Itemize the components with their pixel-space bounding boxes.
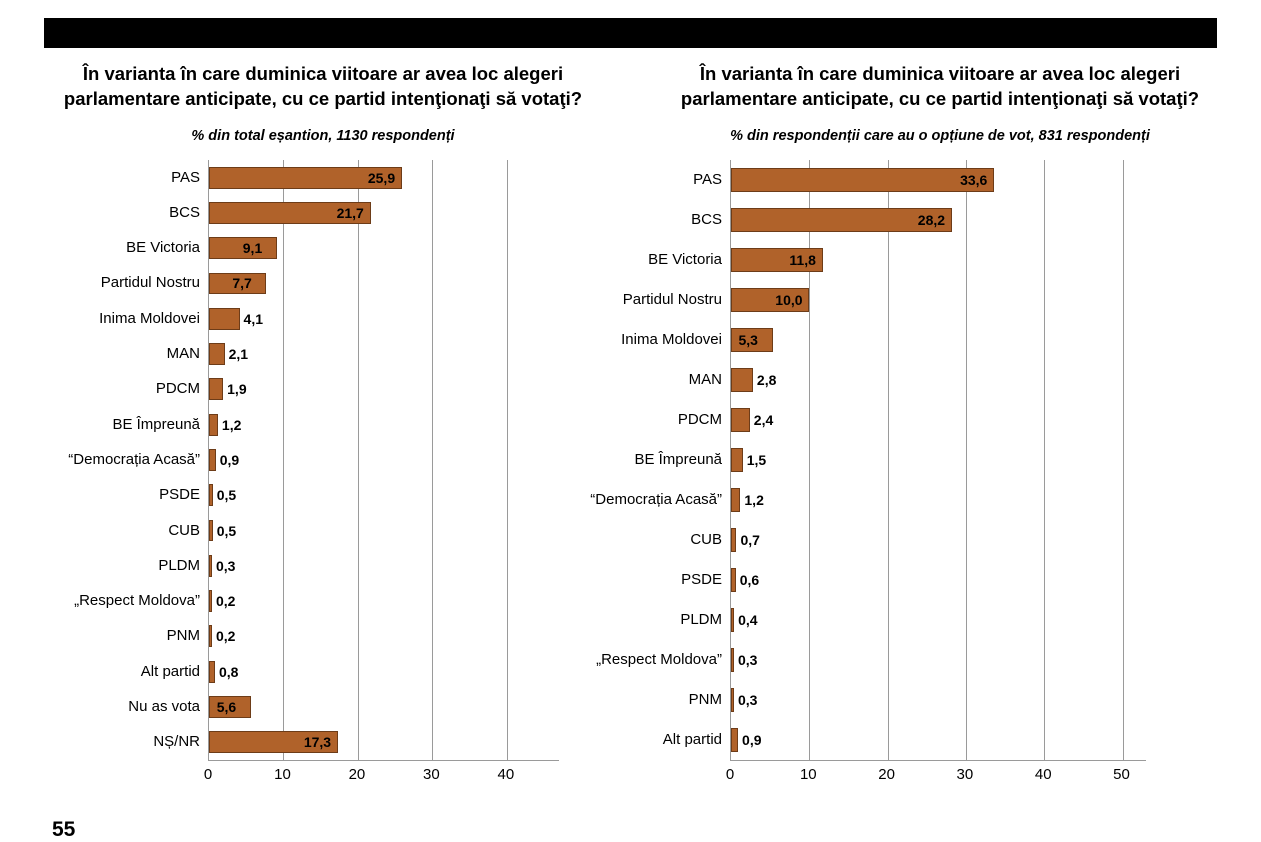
bar xyxy=(209,625,212,647)
bar-value-label: 5,6 xyxy=(216,698,237,715)
x-axis-tick-label: 40 xyxy=(497,765,515,783)
chart-panel-voters xyxy=(590,62,1250,822)
category-label: BE Împreună xyxy=(112,415,200,433)
category-label: BCS xyxy=(691,210,722,228)
bar xyxy=(731,728,738,752)
category-label: PSDE xyxy=(681,570,722,588)
category-label-column xyxy=(18,160,208,760)
category-label: PLDM xyxy=(680,610,722,628)
chart-title-right: În varianta în care duminica viitoare ar avea loc alegeri parlamentare anticipate, cu ce partid intenţionaţi să votaţi? xyxy=(680,63,1200,109)
bar xyxy=(209,661,215,683)
slide-number: 55 xyxy=(52,818,76,841)
bar xyxy=(209,308,240,330)
bar xyxy=(209,590,212,612)
x-axis-tick-label: 30 xyxy=(423,765,440,783)
category-label: MAN xyxy=(688,370,722,388)
category-label-column xyxy=(590,160,730,760)
bar-value-label: 0,5 xyxy=(216,487,237,504)
gridline xyxy=(432,160,433,760)
bar xyxy=(209,378,223,400)
bar-value-label: 9,1 xyxy=(242,240,263,257)
bar-value-label: 0,5 xyxy=(216,522,237,539)
category-label: „Respect Moldova” xyxy=(74,592,200,610)
bar-value-label: 4,1 xyxy=(243,310,263,327)
bar-value-label: 1,2 xyxy=(221,416,242,433)
gridline xyxy=(1044,160,1045,760)
bar-value-label: 0,8 xyxy=(218,663,239,680)
bar-value-label: 2,8 xyxy=(756,371,777,388)
bar-value-label: 0,4 xyxy=(738,611,758,628)
x-axis-tick-label: 10 xyxy=(799,765,817,783)
category-label: BCS xyxy=(169,203,200,221)
bar xyxy=(209,449,216,471)
plot-area xyxy=(730,160,1146,761)
bar-value-label: 0,2 xyxy=(216,628,236,645)
bar-value-label: 0,3 xyxy=(738,691,758,708)
header-bar xyxy=(44,18,1217,48)
bar xyxy=(209,555,212,577)
gridline xyxy=(283,160,284,760)
x-axis-tick-label: 30 xyxy=(956,765,974,783)
gridline xyxy=(966,160,967,760)
bar xyxy=(209,484,213,506)
category-label: Inima Moldovei xyxy=(99,309,200,327)
bar-value-label: 28,2 xyxy=(917,211,946,228)
bar-value-label: 5,3 xyxy=(738,331,758,348)
category-label: Partidul Nostru xyxy=(100,274,200,292)
category-label: BE Victoria xyxy=(126,239,200,257)
gridline xyxy=(358,160,359,760)
bar-value-label: 0,2 xyxy=(216,593,236,610)
gridline xyxy=(888,160,889,760)
category-label: CUB xyxy=(168,521,200,539)
bar xyxy=(731,448,743,472)
bar-value-label: 17,3 xyxy=(303,734,332,751)
x-axis-tick-label: 0 xyxy=(725,765,735,783)
category-label: Partidul Nostru xyxy=(622,290,722,308)
category-label: MAN xyxy=(166,345,200,363)
bar-value-label: 21,7 xyxy=(336,204,364,221)
x-axis-tick-label: 10 xyxy=(274,765,291,783)
bar-chart-left xyxy=(18,160,628,800)
bar-value-label: 25,9 xyxy=(367,169,396,186)
category-label: Alt partid xyxy=(140,662,200,680)
bar-value-label: 0,9 xyxy=(742,731,762,748)
bar-value-label: 2,1 xyxy=(228,346,249,363)
x-axis-tick-label: 0 xyxy=(203,765,213,783)
x-axis-tick-label: 40 xyxy=(1034,765,1052,783)
bar-value-label: 1,9 xyxy=(227,381,247,398)
chart-panel-total-sample xyxy=(18,62,628,822)
bar-value-label: 0,3 xyxy=(216,557,236,574)
category-label: „Respect Moldova” xyxy=(596,650,722,668)
bar xyxy=(731,608,734,632)
gridline xyxy=(507,160,508,760)
bar xyxy=(731,488,740,512)
bar xyxy=(731,408,750,432)
category-label: BE Împreună xyxy=(634,450,722,468)
category-label: “Democrația Acasă” xyxy=(590,490,722,508)
bar-value-label: 0,9 xyxy=(219,451,240,468)
bar xyxy=(731,368,753,392)
chart-subtitle-left: % din total eșantion, 1130 respondenți xyxy=(191,127,455,144)
bar-value-label: 0,7 xyxy=(740,531,760,548)
bar xyxy=(209,520,213,542)
bar-value-label: 1,5 xyxy=(746,451,767,468)
category-label: PDCM xyxy=(677,410,722,428)
bar xyxy=(731,168,994,192)
bar xyxy=(731,568,736,592)
category-label: BE Victoria xyxy=(648,250,722,268)
bar xyxy=(209,343,225,365)
category-label: Inima Moldovei xyxy=(621,330,722,348)
category-label: CUB xyxy=(690,530,722,548)
category-label: PAS xyxy=(693,170,722,188)
gridline xyxy=(1123,160,1124,760)
category-label: PDCM xyxy=(155,380,200,398)
category-label: Alt partid xyxy=(662,730,722,748)
bar xyxy=(731,648,734,672)
category-label: PNM xyxy=(688,690,722,708)
x-axis-tick-label: 50 xyxy=(1113,765,1130,783)
category-label: Nu as vota xyxy=(128,697,200,715)
bar-chart-right xyxy=(590,160,1250,800)
x-axis-tick-label: 20 xyxy=(348,765,366,783)
category-label: PNM xyxy=(166,627,200,645)
x-axis-tick-label: 20 xyxy=(878,765,895,783)
bar-value-label: 7,7 xyxy=(232,275,252,292)
plot-area xyxy=(208,160,559,761)
bar-value-label: 0,6 xyxy=(739,571,760,588)
category-label: “Democrația Acasă” xyxy=(68,450,200,468)
bar xyxy=(731,528,736,552)
bar-value-label: 1,2 xyxy=(744,491,764,508)
bar-value-label: 33,6 xyxy=(960,171,988,188)
bar-value-label: 2,4 xyxy=(753,411,774,428)
category-label: NȘ/NR xyxy=(153,733,200,751)
bar-value-label: 0,3 xyxy=(738,651,758,668)
chart-title-left: În varianta în care duminica viitoare ar avea loc alegeri parlamentare anticipate, cu ce partid intenţionaţi să votaţi? xyxy=(63,63,583,109)
category-label: PLDM xyxy=(158,556,200,574)
bar-value-label: 10,0 xyxy=(775,291,803,308)
chart-subtitle-right: % din respondenții care au o opțiune de vot, 831 respondenți xyxy=(730,127,1150,144)
bar xyxy=(209,414,218,436)
category-label: PSDE xyxy=(159,486,200,504)
category-label: PAS xyxy=(171,168,200,186)
bar xyxy=(731,688,734,712)
bar-value-label: 11,8 xyxy=(789,251,816,268)
